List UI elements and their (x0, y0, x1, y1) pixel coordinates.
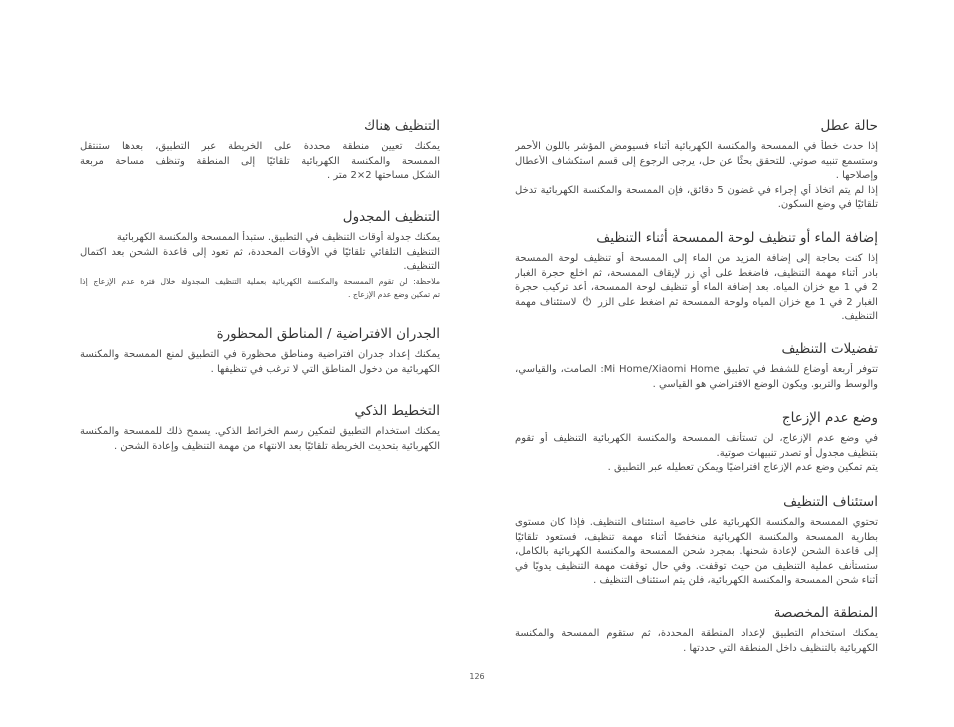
section-heading: استئناف التنظيف (783, 494, 878, 510)
section-cleaning-preferences (515, 340, 878, 392)
paragraph-line: وستسمع تنبيه صوتي. للتحقق بحثًا عن حل، يرجى الرجوع إلى قسم استكشاف الأعطال (515, 155, 878, 167)
paragraph-line: الكهربائية بتحديث الخريطة تلقائيًا بعد الانتهاء من مهمة التنظيف وإعادة الشحن . (113, 440, 440, 452)
paragraph-line: 2 في 1 مع خزان المياه. بعد إضافة الماء أو تنظيف لوحة الممسحة، أعد تركيب حجرة (515, 282, 878, 293)
power-icon (582, 296, 592, 306)
section-heading: حالة عطل (820, 118, 878, 134)
paragraph-line: في وضع عدم الإزعاج، لن تستأنف الممسحة والمكنسة الكهربائية التنظيف أو تقوم (515, 433, 878, 444)
paragraph-line: يتم تمكين وضع عدم الإزعاج افتراضيًا ويمكن تعطيله عبر التطبيق . (607, 462, 878, 473)
paragraph-line: بطارية الممسحة والمكنسة الكهربائية منخفضًا أثناء مهمة تنظيف، فستعود تلقائيًا (515, 531, 878, 543)
section-virtual-walls-no-go-zones (80, 325, 440, 377)
section-heading: وضع عدم الإزعاج (781, 410, 878, 426)
paragraph-line: ستستأنف عملية التنظيف من حيث توقفت. وفي حال توقفت مهمة التنظيف يدويًا في (515, 560, 878, 572)
section-heading: التنظيف المجدول (342, 209, 440, 225)
paragraph-line: بتنظيف مجدول أو تصدر تنبيهات صوتية. (716, 447, 878, 459)
paragraph-line: أثناء شحن الممسحة والمكنسة الكهربائية، فلن يتم استئناف التنظيف . (593, 575, 878, 586)
section-heading: المنطقة المخصصة (773, 605, 878, 621)
paragraph-line-text: لاستئناف مهمة (515, 296, 577, 308)
paragraph-line: التنظيف. (403, 261, 440, 272)
section-custom-zone (515, 604, 878, 656)
paragraph-line: التنظيف التلقائي تلقائيًا في الأوقات المحددة، ثم تعود إلى قاعدة الشحن بعد اكتمال (80, 246, 440, 258)
section-resume-cleaning (515, 493, 878, 589)
paragraph-line: الشكل مساحتها 2×2 متر . (327, 170, 440, 181)
paragraph-line: إذا لم يتم اتخاذ أي إجراء في غضون 5 دقائق، فإن الممسحة والمكنسة الكهربائية تدخل (515, 184, 878, 196)
section-scheduled-cleaning (80, 208, 440, 301)
section-heading: الجدران الافتراضية / المناطق المحظورة (216, 326, 440, 342)
paragraph-line: وإصلاحها . (835, 170, 878, 181)
section-do-not-disturb (515, 409, 878, 476)
paragraph-line: تلقائيًا في وضع السكون. (777, 199, 878, 210)
paragraph-line: الكهربائية بالتنظيف داخل المنطقة التي حددتها . (683, 642, 878, 654)
paragraph-line: والوسط والتربو. ويكون الوضع الافتراضي هو القياسي . (652, 378, 878, 390)
section-add-water-clean-mop (515, 229, 878, 325)
paragraph-line (515, 296, 878, 311)
paragraph-line: إلى قاعدة الشحن لإعادة شحنها. بمجرد شحن الممسحة والمكنسة الكهربائية بالكامل، (515, 546, 878, 557)
paragraph-line-text: الغبار 2 في 1 مع خزان المياه ولوحة الممسحة ثم اضغط على الزر (598, 296, 878, 308)
section-malfunction-status (515, 117, 878, 213)
paragraph-line: التنظيف. (841, 311, 878, 322)
section-heading: إضافة الماء أو تنظيف لوحة الممسحة أثناء التنظيف (596, 230, 878, 246)
paragraph-line: إذا حدث خطأ في الممسحة والمكنسة الكهربائية أثناء فسيومض المؤشر باللون الأحمر (515, 141, 878, 152)
paragraph-line: تتوفر أربعة أوضاع للشفط في تطبيق Mi Home/Xiaomi Home: الصامت، والقياسي، (515, 364, 878, 375)
paragraph-line: يمكنك إعداد جدران افتراضية ومناطق محظورة في التطبيق لمنع الممسحة والمكنسة (80, 349, 440, 360)
section-heading: تفضيلات التنظيف (781, 341, 878, 357)
page-number: 126 (469, 672, 485, 681)
paragraph-line: يمكنك استخدام التطبيق لتمكين رسم الخرائط الذكي. يسمح ذلك للممسحة والمكنسة (80, 426, 440, 437)
paragraph-line: يمكنك جدولة أوقات التنظيف في التطبيق. ستبدأ الممسحة والمكنسة الكهربائية (116, 232, 440, 243)
section-spot-cleaning (80, 117, 440, 184)
section-heading: التنظيف هناك (364, 118, 440, 134)
note-line: ملاحظة: لن تقوم الممسحة والمكنسة الكهربائية بعملية التنظيف المجدولة خلال فترة عدم الإزعاج إذا (80, 276, 440, 286)
paragraph-line: الممسحة والمكنسة الكهربائية تلقائيًا إلى المنطقة وتنظف مساحة مربعة (80, 155, 440, 167)
paragraph-line: إذا كنت بحاجة إلى إضافة المزيد من الماء إلى الممسحة أو تنظيف لوحة الممسحة (515, 253, 878, 264)
section-heading: التخطيط الذكي (354, 403, 440, 419)
paragraph-line: يمكنك استخدام التطبيق لإعداد المنطقة المحددة، ثم ستقوم الممسحة والمكنسة (515, 628, 878, 639)
paragraph-line: يمكنك تعيين منطقة محددة على الخريطة عبر التطبيق، بعدها ستنتقل (80, 141, 440, 152)
paragraph-line: الكهربائية من دخول المناطق التي لا ترغب في تنظيفها . (210, 363, 440, 375)
section-smart-mapping (80, 402, 440, 454)
note-line: تم تمكين وضع عدم الإزعاج . (347, 289, 440, 299)
paragraph-line: تحتوي الممسحة والمكنسة الكهربائية على خاصية استئناف التنظيف. فإذا كان مستوى (515, 517, 878, 528)
paragraph-line: بادر أثناء مهمة التنظيف، فاضغط على أي زر لإيقاف الممسحة، ثم اخلع حجرة الغبار (515, 267, 878, 279)
